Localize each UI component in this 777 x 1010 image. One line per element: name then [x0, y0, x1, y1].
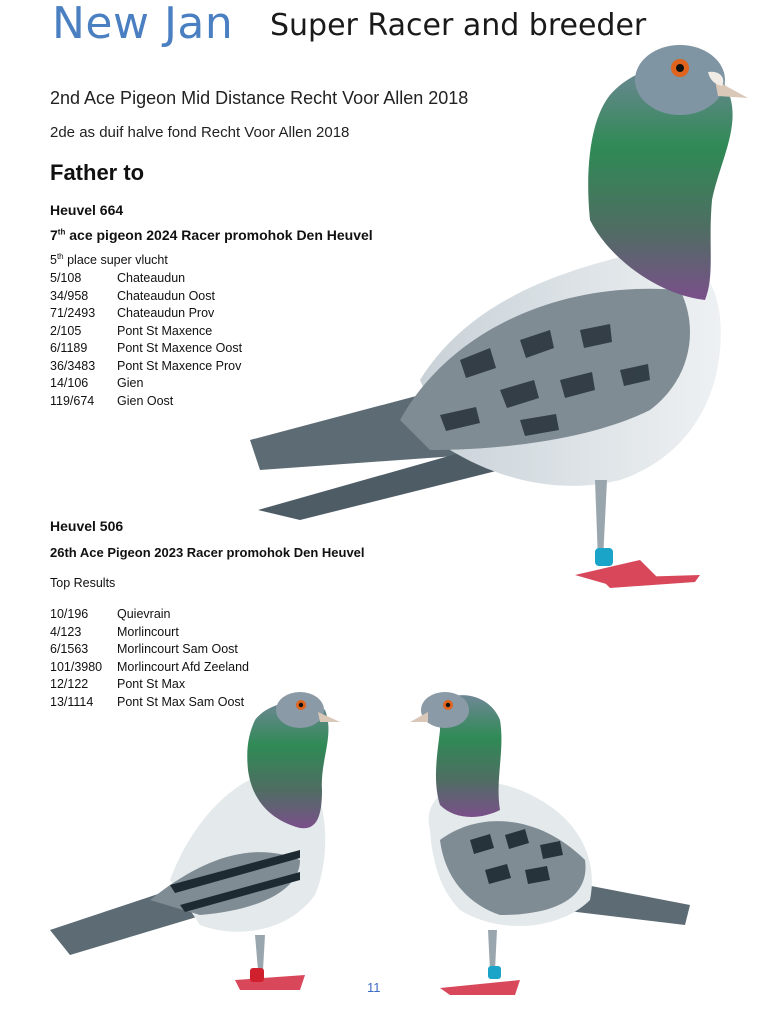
- achievement-dutch: 2de as duif halve fond Recht Voor Allen 2018: [50, 124, 350, 141]
- bird2-result-place: 13/1114: [50, 694, 94, 709]
- bird2-result-race: Morlincourt Afd Zeeland: [117, 659, 250, 674]
- bird2-result-race: Quievrain: [117, 607, 171, 621]
- bird1-note-rest: place super vlucht: [63, 253, 168, 267]
- bird2-result-race: Morlincourt: [117, 624, 179, 639]
- bird1-result-place: 36/3483: [50, 358, 96, 373]
- bird1-result-race: Pont St Maxence: [117, 323, 213, 338]
- bird1-result-race: Gien: [117, 376, 144, 390]
- bird2-result-place: 12/122: [50, 677, 89, 691]
- bird2-result-race: Pont St Max Sam Oost: [117, 694, 245, 709]
- bird2-result-race: Morlincourt Sam Oost: [117, 642, 238, 656]
- father-to-heading: Father to: [50, 160, 145, 185]
- bird1-title-num: 7: [50, 227, 58, 243]
- bird1-note-num: 5: [50, 253, 57, 267]
- bird1-result-place: 5/108: [50, 271, 82, 285]
- bird1-note-sup: th: [56, 251, 64, 261]
- bird2-result-place: 4/123: [50, 624, 82, 639]
- bird1-ring: Heuvel 664: [50, 202, 124, 218]
- bird2-title: 26th Ace Pigeon 2023 Racer promohok Den Heuvel: [50, 545, 365, 560]
- bird1-result-place: 71/2493: [50, 306, 96, 320]
- bird1-result-race: Pont St Maxence Prov: [117, 358, 242, 373]
- achievement-english: 2nd Ace Pigeon Mid Distance Recht Voor Allen 2018: [50, 88, 469, 108]
- page-title: New Jan: [52, 0, 234, 49]
- bird2-result-place: 6/1563: [50, 642, 89, 656]
- bird1-title-rest: ace pigeon 2024 Racer promohok Den Heuvel: [65, 227, 373, 243]
- bird1-result-race: Chateaudun: [117, 271, 186, 285]
- bird1-result-place: 14/106: [50, 376, 89, 390]
- bird1-result-race: Chateaudun Oost: [117, 288, 215, 303]
- bird1-result-place: 34/958: [50, 288, 89, 303]
- bird1-result-race: Pont St Maxence Oost: [117, 341, 243, 355]
- bird2-result-place: 10/196: [50, 607, 89, 621]
- page-number: 11: [367, 980, 381, 995]
- bird1-title-sup: th: [57, 227, 66, 237]
- bird1-result-place: 2/105: [50, 323, 82, 338]
- bird1-result-race: Gien Oost: [117, 393, 174, 408]
- bird2-section-label: Top Results: [50, 576, 116, 590]
- page-tagline: Super Racer and breeder: [270, 8, 647, 43]
- bird1-result-place: 119/674: [50, 393, 95, 408]
- bird2-ring: Heuvel 506: [50, 518, 124, 534]
- bird1-result-race: Chateaudun Prov: [117, 306, 215, 320]
- bird1-result-place: 6/1189: [50, 341, 88, 355]
- bird2-result-place: 101/3980: [50, 659, 103, 674]
- bird2-result-race: Pont St Max: [117, 677, 186, 691]
